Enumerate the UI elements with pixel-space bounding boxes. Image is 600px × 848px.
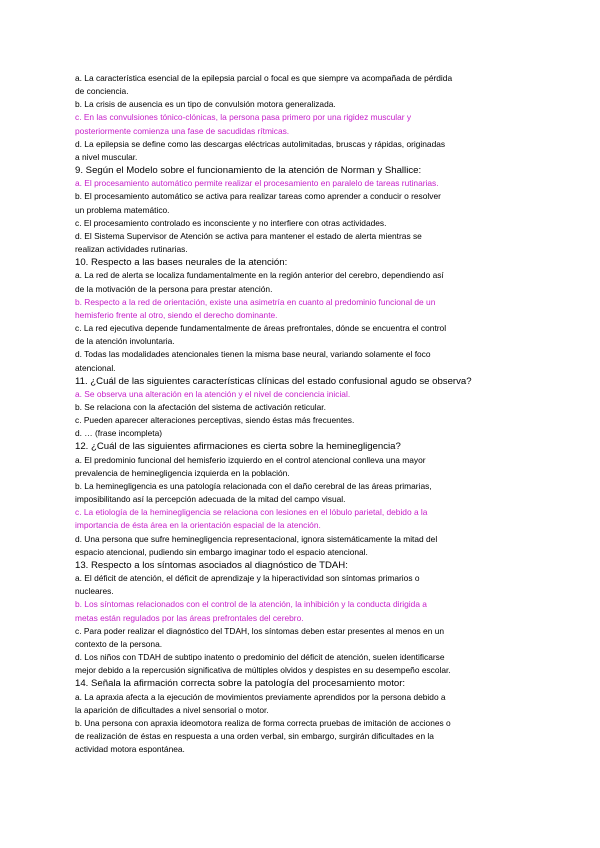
text-line: d. El Sistema Supervisor de Atención se activa para mantener el estado de alerta mientras se — [75, 230, 422, 241]
text-line: c. La red ejecutiva depende fundamentalmente de áreas prefrontales, dónde se encuentra el control — [75, 323, 447, 334]
text-line: b. Una persona con apraxia ideomotora realiza de forma correcta pruebas de imitación de acciones o — [75, 717, 451, 728]
highlighted-answer-line: metas están regulados por las áreas prefrontales del cerebro. — [75, 612, 304, 623]
text-line: nucleares. — [75, 586, 114, 597]
text-line: b. La crisis de ausencia es un tipo de convulsión motora generalizada. — [75, 99, 336, 110]
text-line: c. Para poder realizar el diagnóstico del TDAH, los síntomas deben estar presentes al menos en un — [75, 625, 445, 636]
highlighted-answer-line: a. Se observa una alteración en la atención y el nivel de conciencia inicial. — [75, 388, 351, 399]
highlighted-answer-line: posteriormente comienza una fase de sacudidas rítmicas. — [75, 125, 290, 136]
text-line: b. La heminegligencia es una patología relacionada con el daño cerebral de las áreas primarias, — [75, 480, 432, 491]
text-line: a. El déficit de atención, el déficit de aprendizaje y la hiperactividad son síntomas primarios o — [75, 573, 420, 584]
text-line: de realización de éstas en respuesta a una orden verbal, sin embargo, surgirán dificultades en la — [75, 731, 434, 741]
text-line: a. La característica esencial de la epilepsia parcial o focal es que siempre va acompañada de pérdida — [75, 73, 453, 83]
text-line: espacio atencional, pudiendo sin embargo imaginar todo el espacio atencional. — [75, 546, 368, 557]
text-line: d. Todas las modalidades atencionales tienen la misma base neural, variando solamente el foco — [75, 349, 431, 360]
question-heading: 14. Señala la afirmación correcta sobre la patología del procesamiento motor: — [75, 678, 406, 690]
text-line: c. Pueden aparecer alteraciones perceptivas, siendo éstas más frecuentes. — [75, 415, 355, 426]
text-line: a nivel muscular. — [75, 151, 138, 162]
text-line: prevalencia de heminegligencia izquierda en la población. — [75, 467, 290, 478]
text-line: de conciencia. — [75, 86, 129, 97]
text-line: de la atención involuntaria. — [75, 336, 175, 347]
text-line: la aparición de dificultades a nivel sensorial o motor. — [75, 704, 269, 715]
text-line: imposibilitando así la percepción adecuada de la mitad del campo visual. — [75, 494, 346, 505]
text-line: d. … (frase incompleta) — [75, 428, 163, 439]
highlighted-answer-line: hemisferio frente al otro, siendo el derecho dominante. — [75, 309, 278, 320]
text-line: un problema matemático. — [75, 204, 170, 215]
text-line: a. La apraxia afecta a la ejecución de movimientos previamente aprendidos por la persona debido a — [75, 691, 446, 702]
text-line: d. La epilepsia se define como las descargas eléctricas autolimitadas, bruscas y rápidas, originadas — [75, 138, 446, 149]
highlighted-answer-line: c. En las convulsiones tónico-clónicas, la persona pasa primero por una rigidez muscular y — [75, 112, 412, 123]
question-heading: 10. Respecto a las bases neurales de la atención: — [75, 257, 288, 269]
text-line: d. Los niños con TDAH de subtipo inatento o predominio del déficit de atención, suelen identificarse — [75, 652, 445, 663]
text-line: a. El predominio funcional del hemisferio izquierdo en el control atencional conlleva una mayor — [75, 454, 426, 465]
question-heading: 11. ¿Cuál de las siguientes características clínicas del estado confusional agudo se observa? — [75, 375, 472, 387]
text-line: a. La red de alerta se localiza fundamentalmente en la región anterior del cerebro, dependiendo así — [75, 270, 444, 281]
text-line: de la motivación de la persona para prestar atención. — [75, 283, 273, 294]
text-line: b. El procesamiento automático se activa para realizar tareas como aprender a conducir o resolver — [75, 191, 441, 202]
highlighted-answer-line: importancia de ésta área en la orientación espacial de la atención. — [75, 520, 321, 531]
text-line: d. Una persona que sufre heminegligencia representacional, ignora sistemáticamente la mitad del — [75, 533, 438, 544]
highlighted-answer-line: b. Los síntomas relacionados con el control de la atención, la inhibición y la conducta dirigida a — [75, 599, 427, 610]
highlighted-answer-line: c. La etiología de la heminegligencia se relaciona con lesiones en el lóbulo parietal, debido a la — [75, 507, 428, 518]
text-line: atencional. — [75, 362, 116, 373]
text-line: mejor debido a la repercusión significativa de múltiples olvidos y despistes en su desempeño escolar. — [75, 665, 451, 676]
question-heading: 12. ¿Cuál de las siguientes afirmaciones es cierta sobre la heminegligencia? — [75, 441, 401, 453]
text-line: actividad motora espontánea. — [75, 744, 185, 755]
question-heading: 9. Según el Modelo sobre el funcionamiento de la atención de Norman y Shallice: — [75, 165, 422, 177]
text-line: contexto de la persona. — [75, 638, 163, 649]
text-line: b. Se relaciona con la afectación del sistema de activación reticular. — [75, 402, 326, 412]
question-heading: 13. Respecto a los síntomas asociados al diagnóstico de TDAH: — [75, 559, 348, 571]
text-line: c. El procesamiento controlado es inconsciente y no interfiere con otras actividades. — [75, 217, 387, 228]
highlighted-answer-line: a. El procesamiento automático permite realizar el procesamiento en paralelo de tareas rutinarias. — [75, 178, 439, 189]
highlighted-answer-line: b. Respecto a la red de orientación, existe una asimetría en cuanto al predominio funcional de un — [75, 296, 436, 307]
text-line: realizan actividades rutinarias. — [75, 244, 188, 255]
